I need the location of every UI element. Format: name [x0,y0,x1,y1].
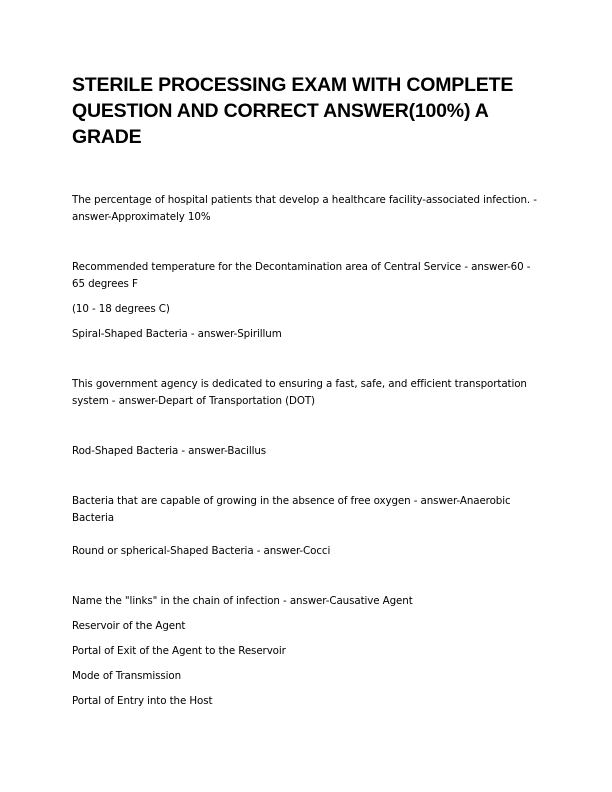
qa-item-continuation: Mode of Transmission [72,670,182,682]
qa-item: Bacteria that are capable of growing in the absence of free oxygen - answer-Anaerobic Bacteria [72,495,511,524]
qa-item: Name the "links" in the chain of infection - answer-Causative Agent [72,595,413,607]
qa-item: This government agency is dedicated to ensuring a fast, safe, and efficient transportation system - answer-Depart of Transportation (DOT) [72,378,527,407]
qa-item: Round or spherical-Shaped Bacteria - answer-Cocci [72,545,331,557]
qa-item: Recommended temperature for the Decontamination area of Central Service - answer-60 - 65 degrees F [72,261,531,290]
qa-item: The percentage of hospital patients that develop a healthcare facility-associated infection. - answer-Approximately 10% [72,194,537,223]
qa-item: Rod-Shaped Bacteria - answer-Bacillus [72,445,267,457]
qa-item: Spiral-Shaped Bacteria - answer-Spirillum [72,328,282,340]
qa-item-continuation: Reservoir of the Agent [72,620,186,632]
document-title: STERILE PROCESSING EXAM WITH COMPLETE QUESTION AND CORRECT ANSWER(100%) A GRADE [72,74,514,148]
qa-item-continuation: Portal of Entry into the Host [72,695,213,707]
qa-item-continuation: (10 - 18 degrees C) [72,303,170,315]
qa-item-continuation: Portal of Exit of the Agent to the Reservoir [72,645,286,657]
